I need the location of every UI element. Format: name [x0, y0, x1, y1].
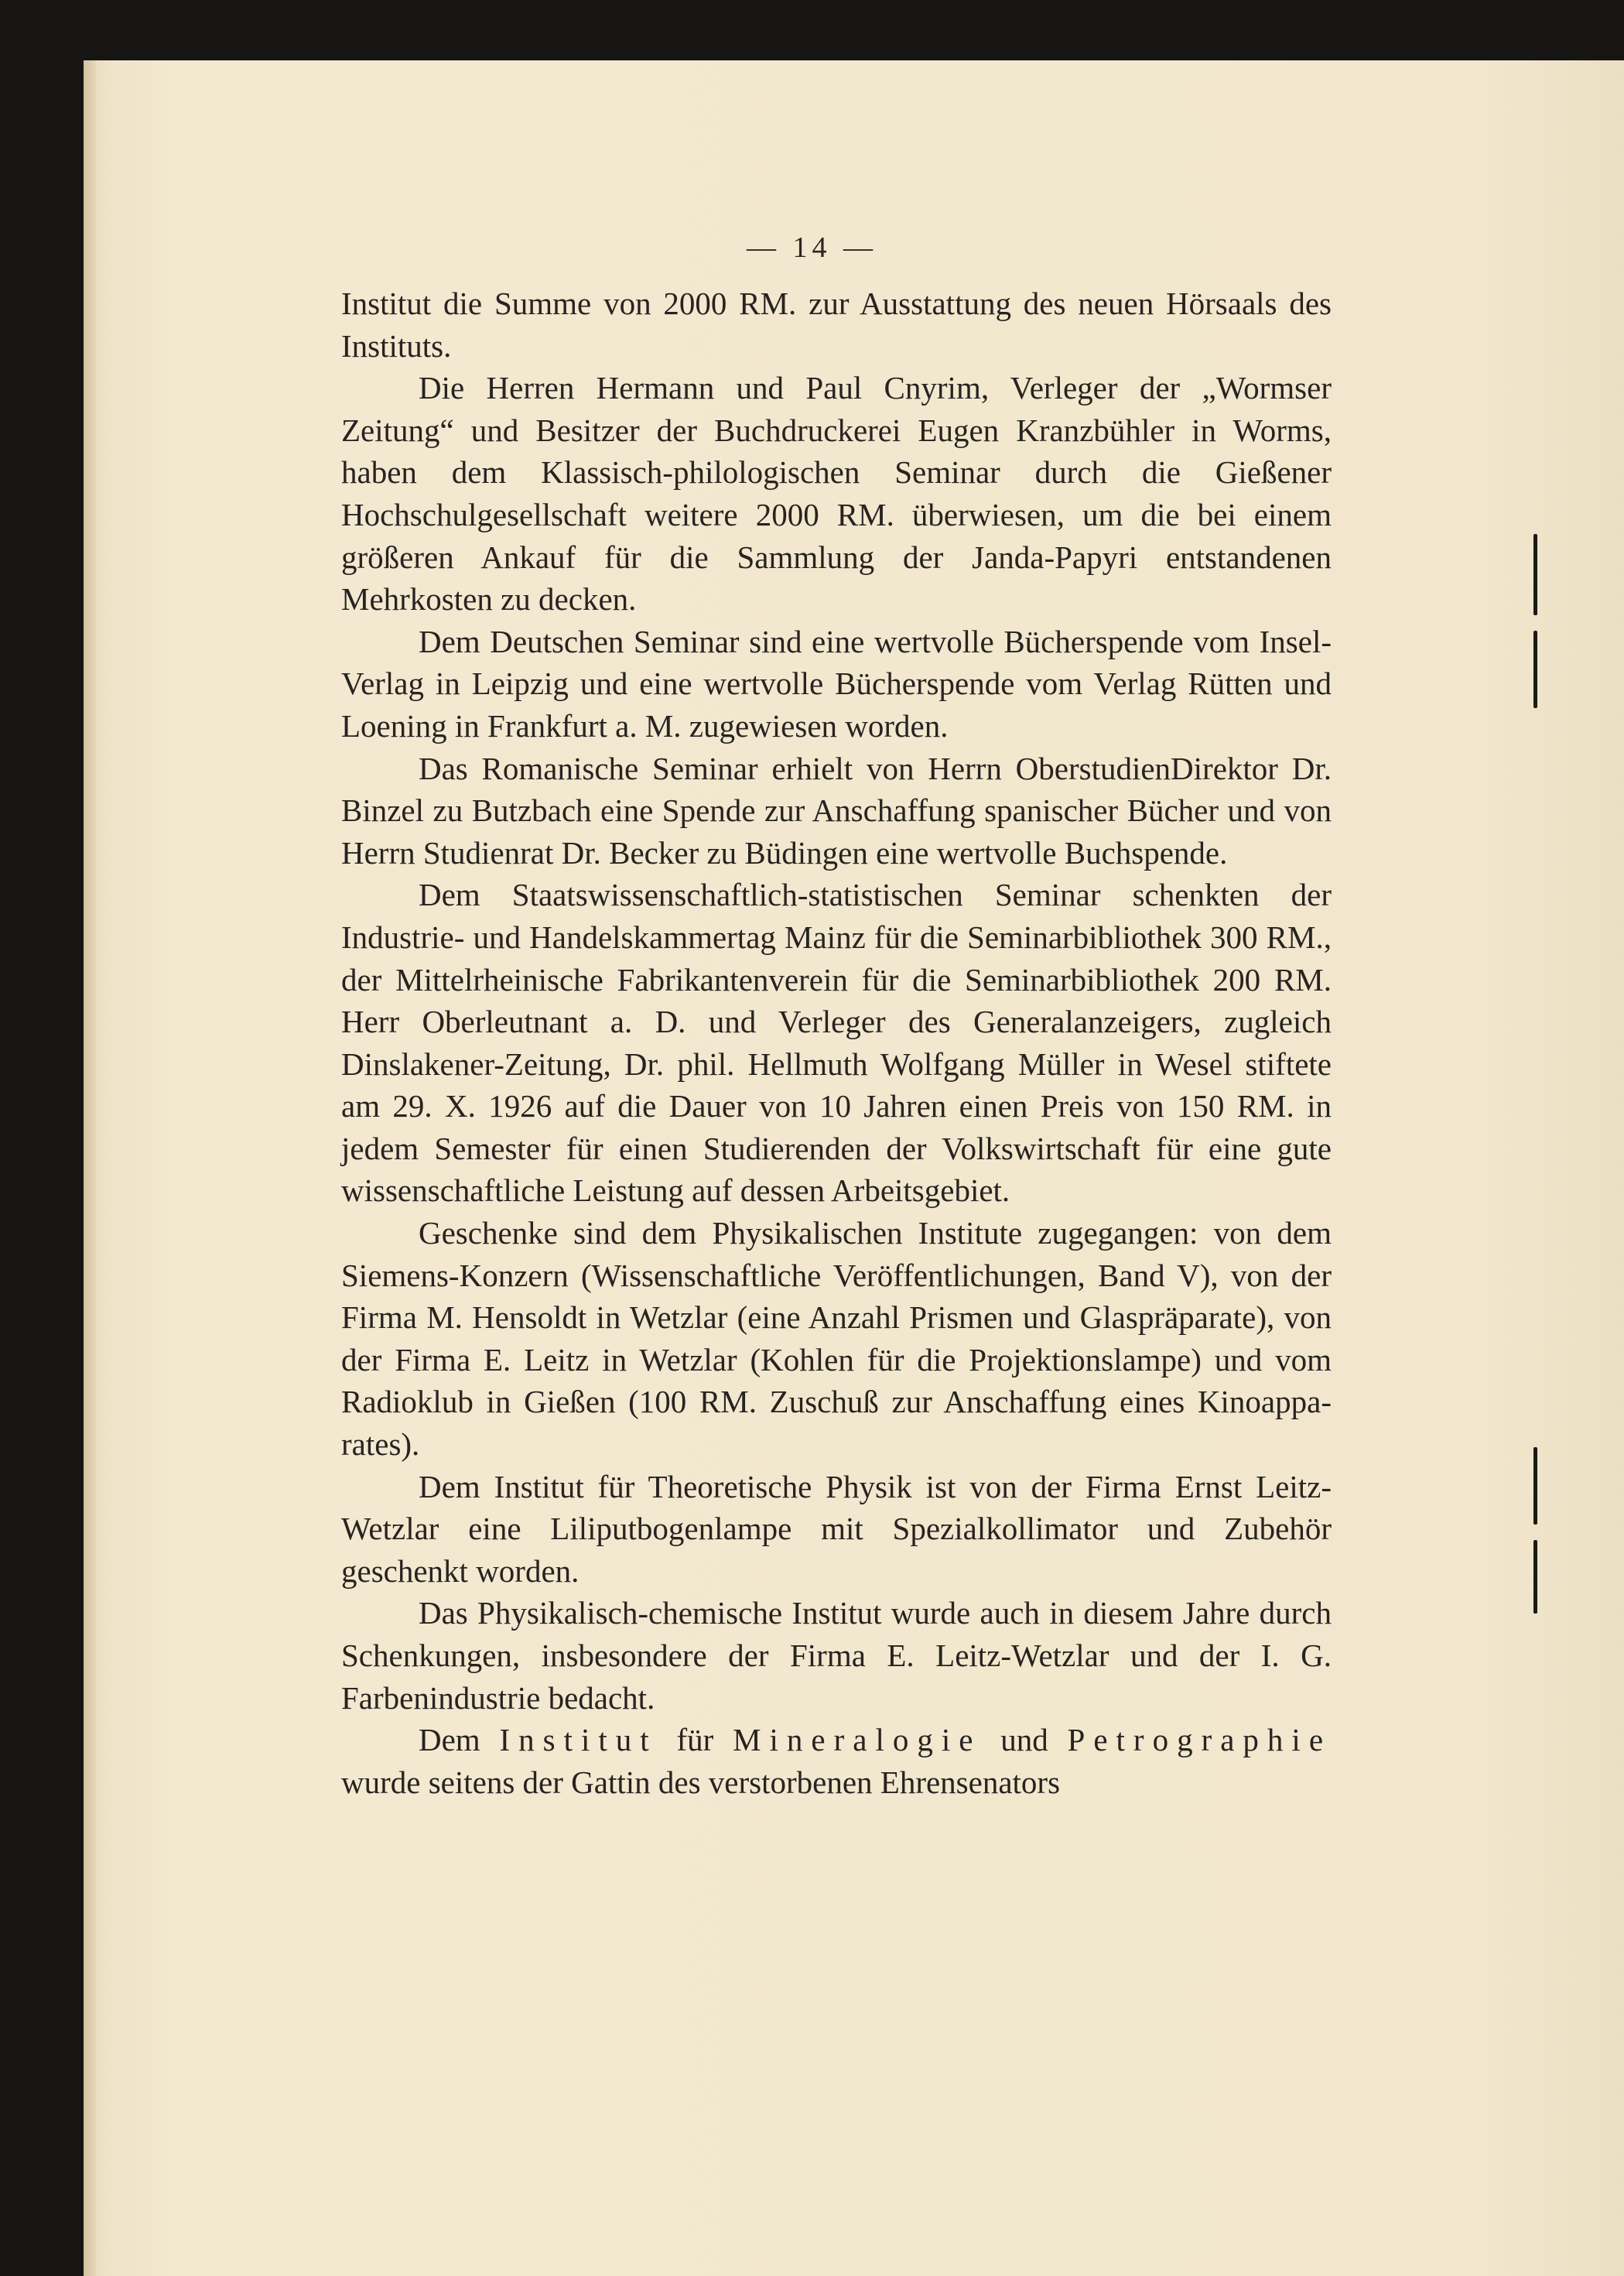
paragraph-6: Geschenke sind dem Physikalischen Institute zugegangen: von dem Siemens-Konzern (Wissenschaftliche Veröffentlichungen, Band V), von der Firma M. Hensoldt in Wetzlar (eine Anzahl Prismen und Glaspräparate), von der Firma E. Leitz in Wetzlar (Kohlen für die Projektionslampe) und vom Radioklub in Gießen (100 RM. Zuschuß zur Anschaffung eines Kinoapparates).	[341, 1215, 1332, 1463]
paragraph-4: Das Romanische Seminar erhielt von Herrn OberstudienDirektor Dr. Binzel zu Butzbach eine Spende zur Anschaffung spanischer Bücher und von Herrn Studienrat Dr. Becker zu Büdingen eine wertvolle Buchspende.	[341, 750, 1332, 871]
paragraph-9-lead: Dem	[419, 1722, 500, 1758]
margin-mark-2	[1533, 631, 1537, 708]
spaced-word-mineralogie: Mineralogie	[733, 1722, 982, 1758]
body-text	[341, 282, 1332, 1803]
page-gutter-edge	[84, 60, 96, 2276]
paragraph-8: Das Physikalisch-chemische Institut wurde auch in diesem Jahre durch Schenkungen, insbesondere der Firma E. Leitz-Wetzlar und der I. G. Farbenindustrie bedacht.	[341, 1595, 1332, 1716]
margin-mark-1	[1533, 534, 1537, 615]
paragraph-7: Dem Institut für Theoretische Physik ist von der Firma Ernst Leitz-Wetzlar eine Liliputbogenlampe mit Spezialkollimator und Zubehör geschenkt worden.	[341, 1468, 1332, 1589]
margin-mark-4	[1533, 1540, 1537, 1614]
spaced-word-institut: Institut	[499, 1722, 658, 1758]
paragraph-5: Dem Staatswissenschaftlich-statistischen Seminar schenkten der Industrie- und Handelskammertag Mainz für die Seminarbibliothek 300 RM., der Mittelrheinische Fabrikantenverein für die Seminarbibliothek 200 RM. Herr Oberleutnant a. D. und Verleger des Generalanzeigers, zugleich Dinslakener-Zeitung, Dr. phil. Hellmuth Wolfgang Müller in Wesel stiftete am 29. X. 1926 auf die Dauer von 10 Jahren einen Preis von 150 RM. in jedem Semester für einen Studierenden der Volkswirtschaft für eine gute wissenschaftliche Leistung auf dessen Arbeitsgebiet.	[341, 877, 1332, 1209]
paragraph-9-tail: wurde seitens der Gattin des verstorbenen Ehrensenators	[341, 1764, 1061, 1800]
paragraph-3: Dem Deutschen Seminar sind eine wertvolle Bücherspende vom Insel-Verlag in Leipzig und eine wertvolle Bücherspende vom Verlag Rütten und Loening in Frankfurt a. M. zugewiesen worden.	[341, 623, 1332, 744]
paragraph-1: Institut die Summe von 2000 RM. zur Ausstattung des neuen Hörsaals des Instituts.	[341, 286, 1332, 364]
paragraph-9-mid-2: und	[981, 1722, 1068, 1758]
paragraph-9	[341, 1719, 1332, 1803]
margin-mark-3	[1533, 1447, 1537, 1525]
paragraph-9-mid: für	[657, 1722, 733, 1758]
paragraph-2: Die Herren Hermann und Paul Cnyrim, Verleger der „Wormser Zeitung“ und Besitzer der Buchdruckerei Eugen Kranzbühler in Worms, haben dem Klassisch-philologischen Seminar durch die Gießener Hochschulgesellschaft weitere 2000 RM. überwiesen, um die bei einem größeren Ankauf für die Sammlung der Janda-Papyri entstandenen Mehrkosten zu decken.	[341, 370, 1332, 618]
page-number: — 14 —	[747, 231, 877, 264]
spaced-word-petrographie: Petrographie	[1067, 1722, 1332, 1758]
